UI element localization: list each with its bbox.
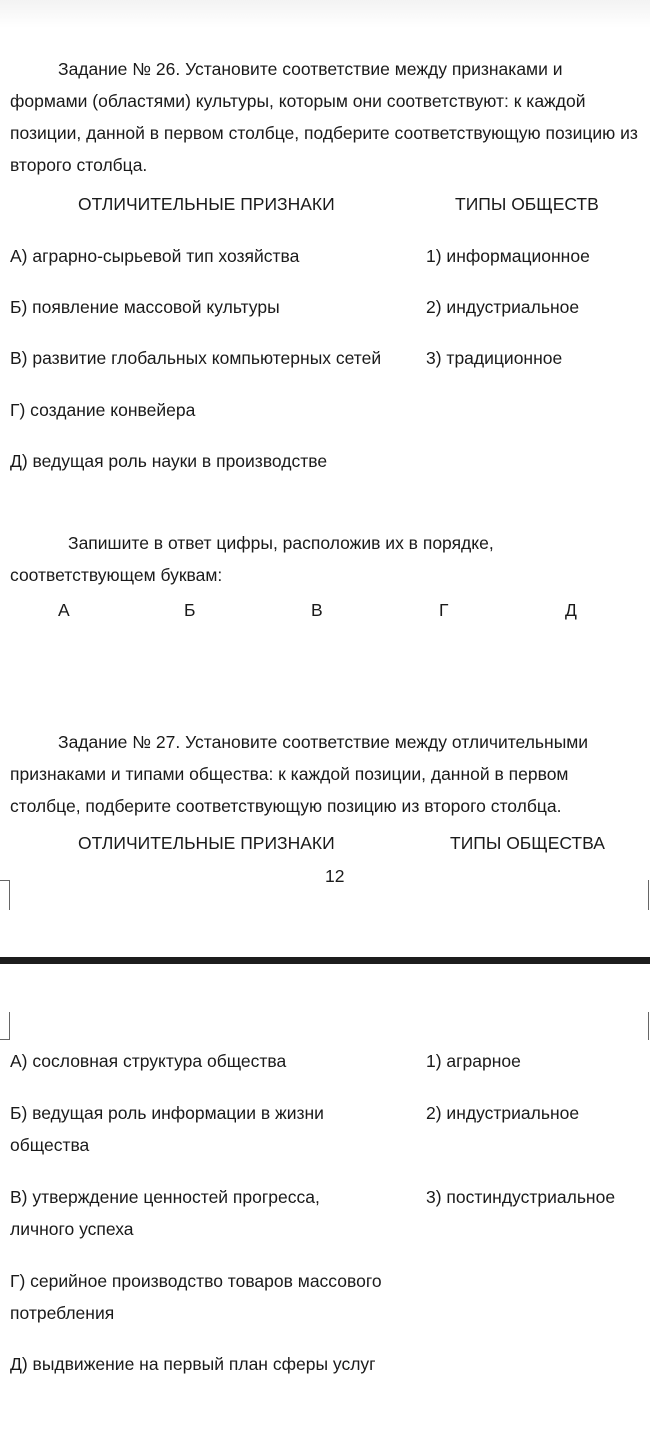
task26-left-item-b: Б) появление массовой культуры: [10, 297, 280, 317]
task26-right-item-1: 1) информационное: [426, 246, 590, 266]
task26-left-item-v: В) развитие глобальных компьютерных сетей: [10, 348, 382, 368]
corner-mark-bottom-right-v: [648, 1012, 649, 1040]
task26-col-left-header: ОТЛИЧИТЕЛЬНЫЕ ПРИЗНАКИ: [78, 194, 335, 214]
answer-letter-v: В: [311, 600, 323, 620]
task26-answer-instruction: Запишите в ответ цифры, расположив их в порядке, соответствующем буквам:: [10, 533, 494, 585]
corner-mark-top-right-v: [648, 880, 649, 910]
task27-right-item-1: 1) аграрное: [426, 1051, 521, 1071]
task27-col-right-header: ТИПЫ ОБЩЕСТВА: [450, 833, 605, 853]
answer-letter-b: Б: [184, 600, 196, 620]
task26-col-right-header: ТИПЫ ОБЩЕСТВ: [455, 194, 599, 214]
corner-mark-top-left-v: [9, 880, 10, 910]
task26-left-item-a: А) аграрно-сырьевой тип хозяйства: [10, 246, 300, 266]
answer-letter-g: Г: [439, 600, 449, 620]
task26-left-item-d: Д) ведущая роль науки в производстве: [10, 451, 328, 471]
task27-right-item-2: 2) индустриальное: [426, 1103, 580, 1123]
corner-mark-bottom-left-v: [9, 1012, 10, 1040]
task26-right-item-3: 3) традиционное: [426, 348, 563, 368]
task27-left-item-b: Б) ведущая роль информации в жизни общества: [10, 1103, 324, 1155]
task27-col-left-header: ОТЛИЧИТЕЛЬНЫЕ ПРИЗНАКИ: [78, 833, 335, 853]
task27-left-item-d: Д) выдвижение на первый план сферы услуг: [10, 1354, 376, 1374]
task27-intro: Задание № 27. Установите соответствие между отличительными признаками и типами общества: к каждой позиции, данной в первом столбце, подберите соответствующую позицию из второго столбца.: [10, 732, 589, 816]
top-shade: [0, 0, 650, 28]
answer-letter-a: А: [58, 600, 70, 620]
page-break-divider: [0, 957, 650, 964]
task27-left-item-v: В) утверждение ценностей прогресса, личного успеха: [10, 1187, 320, 1239]
corner-mark-bottom-left-h: [0, 1039, 9, 1040]
task26-intro: Задание № 26. Установите соответствие между признаками и формами (областями) культуры, которым они соответствуют: к каждой позиции, данной в первом столбце, подберите соответствующую позицию из второго столбца.: [10, 59, 638, 175]
task27-left-item-g: Г) серийное производство товаров массового потребления: [10, 1271, 382, 1323]
task26-left-item-g: Г) создание конвейера: [10, 400, 196, 420]
task26-right-item-2: 2) индустриальное: [426, 297, 580, 317]
page-number: 12: [325, 866, 345, 886]
task27-left-item-a: А) сословная структура общества: [10, 1051, 287, 1071]
task27-right-item-3: 3) постиндустриальное: [426, 1187, 616, 1207]
corner-mark-top-left-h: [0, 880, 9, 881]
answer-letter-d: Д: [565, 600, 577, 620]
